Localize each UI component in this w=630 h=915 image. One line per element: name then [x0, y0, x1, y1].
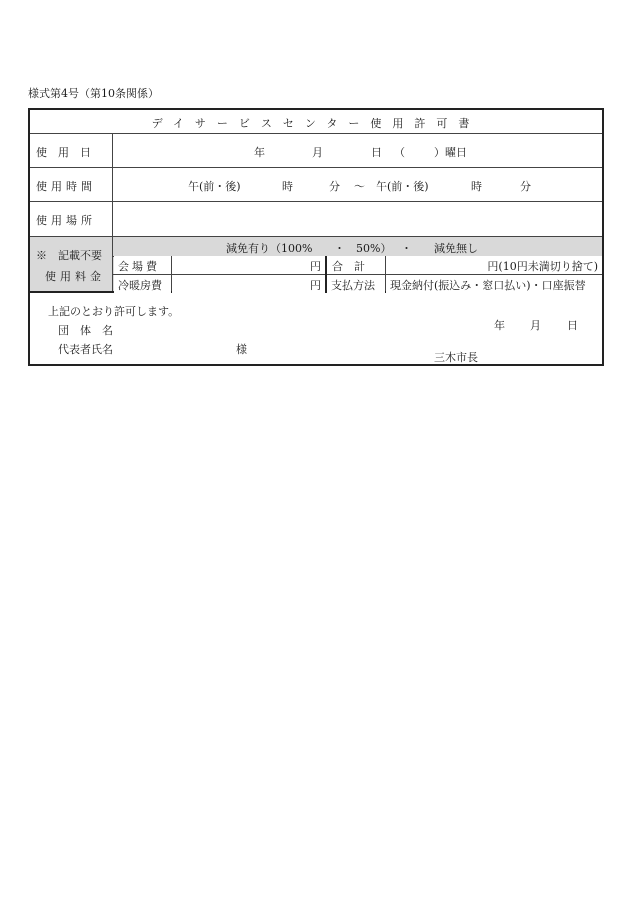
hvac-fee-unit: 円: [310, 279, 321, 292]
hvac-fee-value-cell[interactable]: [172, 275, 325, 293]
place-row: [30, 202, 602, 237]
date-label: 使 用 日: [36, 146, 91, 159]
venue-fee-unit: 円: [310, 260, 321, 273]
exemption-dot-2: ・: [401, 242, 412, 255]
date-weekday: ）曜日: [434, 146, 467, 159]
time-label-cell: [30, 168, 113, 201]
approval-text: 上記のとおり許可します。: [48, 305, 180, 318]
exemption-with: 減免有り（100%: [226, 242, 313, 255]
payment-label-cell: [327, 275, 385, 293]
hvac-fee-label: 冷暖房費: [118, 279, 162, 292]
date-row: [30, 134, 602, 168]
permit-form: [28, 108, 604, 366]
hvac-fee-label-cell: [114, 275, 171, 293]
exemption-fifty: 50%）: [356, 242, 392, 255]
form-title: デイサービスセンター使用許可書: [151, 117, 481, 130]
fee-note: ※ 記載不要: [36, 249, 102, 262]
fee-section: [30, 237, 602, 293]
total-unit: 円(10円未満切り捨て): [487, 260, 598, 273]
issue-year: 年: [494, 319, 505, 332]
date-paren-open: （: [394, 146, 405, 159]
time-start-ampm: 午(前・後): [188, 180, 241, 193]
total-label: 合 計: [332, 260, 365, 273]
time-tilde: ～: [354, 180, 365, 193]
place-label: 使用場所: [36, 214, 96, 227]
payment-methods: 現金納付(振込み・窓口払い)・口座振替: [390, 279, 586, 292]
time-end-hour: 時: [471, 180, 482, 193]
exemption-none: 減免無し: [434, 242, 478, 255]
form-caption: 様式第4号（第10条関係）: [28, 87, 159, 100]
place-label-cell: [30, 202, 113, 236]
title-row: [30, 110, 602, 134]
date-month: 月: [312, 146, 323, 159]
date-label-cell: [30, 134, 113, 167]
issue-day: 日: [567, 319, 578, 332]
date-day: 日: [371, 146, 382, 159]
venue-fee-value-cell[interactable]: [172, 256, 325, 274]
rep-name-label: 代表者氏名: [58, 343, 113, 356]
time-start-hour: 時: [282, 180, 293, 193]
exemption-dot-1: ・: [334, 242, 345, 255]
time-end-min: 分: [520, 180, 531, 193]
org-name-label: 団 体 名: [58, 324, 113, 337]
total-label-cell: [327, 256, 385, 274]
time-label: 使用時間: [36, 180, 96, 193]
venue-fee-label: 会場費: [118, 260, 160, 273]
footer-section: [30, 295, 602, 364]
honorific-sama: 様: [236, 343, 247, 356]
payment-label: 支払方法: [331, 279, 375, 292]
total-value-cell[interactable]: [386, 256, 602, 274]
payment-value-cell: [386, 275, 602, 293]
time-end-ampm: 午(前・後): [376, 180, 429, 193]
issuer-name: 三木市長: [434, 351, 478, 364]
issue-month: 月: [530, 319, 541, 332]
fee-label-cell: [30, 237, 113, 291]
time-row: [30, 168, 602, 202]
fee-label: 使用料金: [45, 270, 105, 283]
time-start-min: 分: [329, 180, 340, 193]
venue-fee-label-cell: [114, 256, 171, 274]
date-year: 年: [254, 146, 265, 159]
